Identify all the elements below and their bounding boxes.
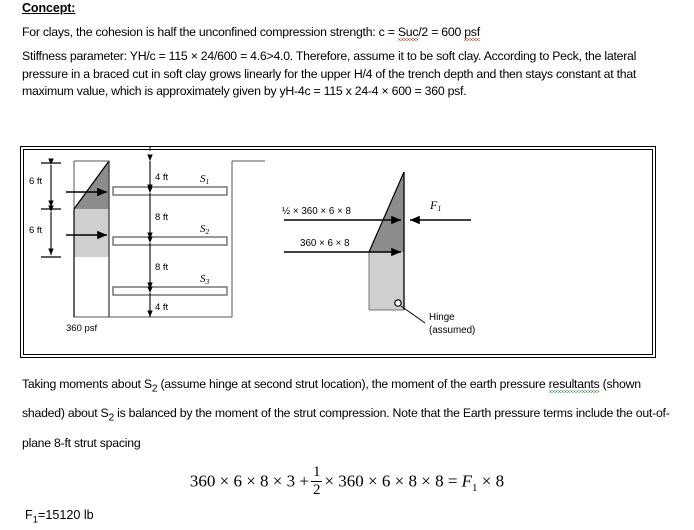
figure-container [20, 146, 656, 358]
label-spacing-2: 8 ft [155, 212, 169, 223]
free-body-diagram [369, 172, 404, 310]
spellcheck-term-suc: Suc [397, 25, 419, 39]
label-strut-3: S3 [200, 273, 210, 286]
label-strut-1: S1 [200, 173, 210, 186]
label-reaction-F1: F1 [430, 198, 442, 213]
label-force-rect: 360 × 6 × 8 [300, 238, 350, 249]
hinge-marker [395, 300, 401, 306]
answer-symbol: F [25, 508, 33, 522]
paragraph-moments-sub1: 2 [151, 383, 158, 395]
fraction-numerator: 1 [312, 464, 321, 480]
label-depth-top: 6 ft [29, 176, 43, 187]
label-spacing-3: 8 ft [155, 262, 169, 273]
equation-fraction [311, 465, 323, 498]
label-strut-2: S2 [200, 223, 210, 236]
braced-cut-diagram [21, 147, 657, 359]
label-force-triangle: ½ × 360 × 6 × 8 [282, 206, 351, 217]
figure-inner [21, 147, 657, 359]
answer-sub: 1 [32, 514, 38, 526]
strut-bar-2 [113, 237, 227, 245]
answer-value: =15120 lb [38, 508, 94, 522]
paragraph-moments-e: is balanced by the moment of the strut compression. Note that the Earth pressure terms include the out-of-plane 8-ft strut spacing [22, 406, 670, 450]
strut-bar-1 [113, 187, 227, 195]
paragraph-cohesion-mid: /2 = 600 [418, 25, 465, 39]
grammar-term-resultants: resultants [548, 377, 600, 391]
equation-lead: 360 × 6 × 8 × 3 + [189, 471, 309, 491]
paragraph-stiffness: Stiffness parameter: YH/c = 115 × 24/600 = 4.6>4.0. Therefore, assume it to be soft clay. According to Peck, the lateral pressure in a braced cut in soft clay grows linearly for the upper H/4 of the trench depth and then stays constant at that maximum value, which is approximately given by yH-4c = 115 x 24-4 × 600 = 360 psf. [22, 49, 637, 98]
page-title: Concept: [22, 1, 76, 15]
label-depth-bottom: 6 ft [29, 225, 43, 236]
final-answer [25, 508, 94, 526]
paragraph-moments-d: (shown shaded) about S [22, 377, 641, 421]
top-tick-mark [147, 147, 153, 151]
pressure-diagram [74, 161, 109, 317]
hinge-leader-line [401, 306, 425, 323]
equation-result-symbol: F [461, 471, 473, 491]
fraction-denominator: 2 [312, 482, 321, 498]
paragraph-moments-a: Taking moments about S [22, 377, 152, 391]
label-hinge-line1: Hinge [429, 312, 455, 323]
label-spacing-4: 4 ft [155, 302, 169, 313]
spellcheck-term-psf: psf [464, 25, 480, 39]
equation-result-sub: 1 [472, 481, 478, 494]
equation-tail: × 360 × 6 × 8 × 8 = [324, 471, 458, 491]
paragraph-cohesion [22, 24, 642, 42]
pressure-rect-shade [74, 209, 109, 257]
label-hinge-line2: (assumed) [429, 325, 476, 336]
left-dimension-lines [41, 163, 61, 257]
paragraph-cohesion-pre: For clays, the cohesion is half the unconfined compression strength: c = [22, 25, 398, 39]
strut-bars [113, 187, 227, 295]
label-spacing-1: 4 ft [155, 172, 169, 183]
equation-result-tail: × 8 [481, 471, 505, 491]
paragraph-moments [22, 372, 672, 456]
moment-equation [0, 466, 694, 499]
paragraph-moments-sub2: 2 [108, 412, 114, 424]
label-pressure-value: 360 psf [66, 323, 98, 334]
strut-bar-3 [113, 287, 227, 295]
paragraph-moments-b: (assume hinge at second strut location), the moment of the earth pressure [157, 377, 549, 391]
